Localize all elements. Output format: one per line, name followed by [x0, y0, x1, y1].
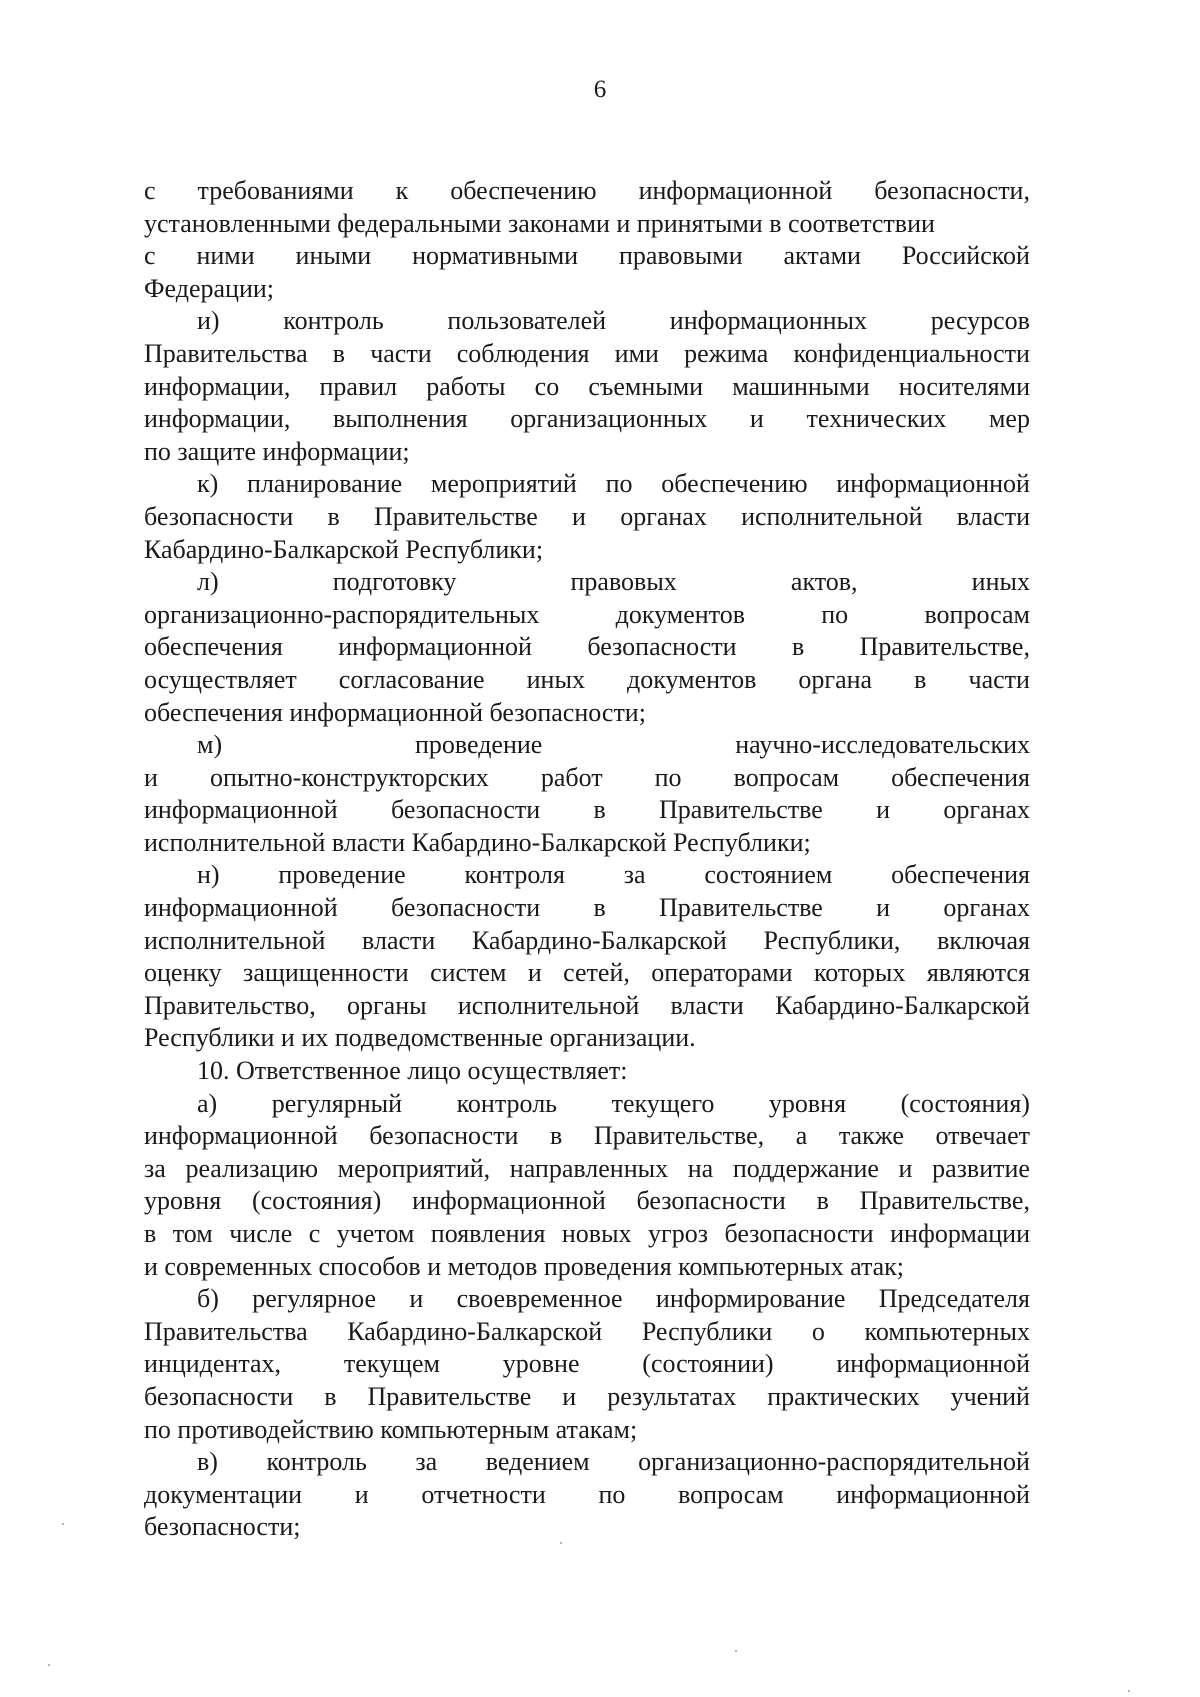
- word: подготовку: [332, 567, 457, 597]
- word: и: [144, 762, 158, 792]
- word: регулярный: [271, 1088, 403, 1118]
- word: том: [172, 1219, 213, 1248]
- word: в: [144, 1219, 157, 1248]
- text-line: [144, 631, 1030, 664]
- word: безопасности: [390, 795, 541, 825]
- word: информационной: [836, 1479, 1030, 1509]
- word: обеспечению: [661, 469, 808, 499]
- word: своевременное: [456, 1284, 623, 1314]
- word: власти: [670, 990, 744, 1020]
- word: со: [534, 371, 560, 401]
- word: обеспечению: [450, 176, 597, 205]
- word: за: [144, 1153, 166, 1183]
- word: безопасности: [724, 1219, 874, 1248]
- word: реализацию: [185, 1153, 319, 1183]
- word: органа: [798, 664, 873, 694]
- word: числе: [229, 1219, 293, 1248]
- word: б): [197, 1284, 219, 1314]
- word: Российской: [901, 241, 1030, 271]
- word: обеспечения: [891, 860, 1030, 890]
- text-line: [144, 468, 1030, 501]
- text-line: [144, 892, 1030, 925]
- word: н): [197, 860, 220, 890]
- word: исполнительной: [144, 925, 326, 955]
- word: в: [914, 664, 927, 694]
- text-line: 10. Ответственное лицо осуществляет:: [197, 1056, 628, 1086]
- text-line: и современных способов и методов проведения компьютерных атак;: [144, 1251, 905, 1281]
- text-line: по противодействию компьютерным атакам;: [144, 1414, 638, 1444]
- word: Председателя: [878, 1284, 1030, 1314]
- word: органах: [620, 501, 707, 531]
- word: режима: [684, 338, 769, 368]
- word: и: [876, 893, 891, 923]
- word: к): [197, 469, 219, 499]
- word: (состояния): [251, 1186, 382, 1216]
- word: нормативными: [412, 241, 579, 271]
- word: также: [838, 1121, 904, 1151]
- word: текущего: [611, 1088, 715, 1118]
- word: направленных: [509, 1153, 669, 1183]
- word: Республики,: [763, 925, 901, 955]
- word: безопасности: [144, 1381, 294, 1411]
- text-line: [144, 338, 1030, 371]
- text-line: [144, 925, 1030, 958]
- word: включая: [937, 925, 1030, 955]
- page-number: 6: [593, 76, 607, 103]
- word: правовых: [570, 567, 677, 597]
- word: органах: [943, 795, 1030, 825]
- word: и: [527, 958, 542, 988]
- word: по: [654, 762, 682, 792]
- text-line: [144, 501, 1030, 534]
- text-line: [144, 729, 1030, 762]
- word: информационной: [836, 1349, 1030, 1379]
- word: информационной: [836, 469, 1030, 499]
- word: носителями: [898, 371, 1030, 401]
- text-line: по защите информации;: [144, 436, 410, 466]
- word: исполнительной: [457, 990, 640, 1020]
- word: Правительства: [144, 1316, 308, 1346]
- word: власти: [956, 501, 1030, 531]
- scan-speck: [62, 1523, 64, 1525]
- word: к: [395, 176, 409, 205]
- text-line: [144, 1120, 1030, 1153]
- word: органах: [943, 893, 1030, 923]
- word: контроль: [266, 1447, 367, 1477]
- text-line: [144, 990, 1030, 1023]
- word: вопросам: [678, 1479, 784, 1509]
- word: безопасности: [369, 1121, 519, 1151]
- word: по: [605, 469, 633, 499]
- word: обеспечения: [891, 762, 1030, 792]
- word: соблюдения: [456, 338, 590, 368]
- text-line: Кабардино-Балкарской Республики;: [144, 534, 544, 564]
- word: конфиденциальности: [793, 338, 1030, 368]
- word: ресурсов: [930, 306, 1030, 336]
- text-line: [144, 1381, 1030, 1414]
- word: выполнения: [333, 404, 468, 434]
- word: в: [593, 893, 606, 923]
- word: с: [144, 241, 156, 271]
- word: иных: [526, 664, 585, 694]
- word: информационной: [144, 893, 338, 923]
- text-line: [144, 1185, 1030, 1218]
- text-line: [144, 1446, 1030, 1479]
- word: по: [821, 599, 849, 629]
- word: систем: [430, 958, 507, 988]
- word: информации: [890, 1219, 1030, 1248]
- word: в: [593, 795, 606, 825]
- word: работ: [540, 762, 603, 792]
- word: обеспечения: [144, 632, 283, 662]
- word: состоянием: [704, 860, 833, 890]
- text-line: [144, 794, 1030, 827]
- word: Кабардино-Балкарской: [347, 1316, 603, 1346]
- word: безопасности: [390, 893, 541, 923]
- word: ведением: [485, 1447, 590, 1477]
- text-line: [144, 1283, 1030, 1316]
- text-line: [144, 664, 1030, 697]
- word: с: [308, 1219, 321, 1248]
- word: за: [415, 1447, 438, 1477]
- word: проведение: [414, 730, 543, 760]
- word: информационных: [669, 306, 868, 336]
- word: появления: [430, 1219, 546, 1248]
- word: защищенности: [243, 958, 409, 988]
- word: документации: [144, 1479, 303, 1509]
- word: исполнительной: [741, 501, 923, 531]
- word: в): [197, 1447, 218, 1477]
- text-line: безопасности;: [144, 1512, 301, 1542]
- word: Правительство,: [144, 990, 316, 1020]
- word: и: [898, 1153, 913, 1183]
- word: м): [197, 730, 223, 760]
- word: текущем: [343, 1349, 441, 1379]
- word: уровня: [144, 1186, 222, 1216]
- word: Правительстве: [659, 893, 823, 923]
- text-line: [144, 957, 1030, 990]
- word: вопросам: [924, 599, 1030, 629]
- word: Правительстве,: [859, 632, 1030, 662]
- text-line: [144, 240, 1030, 273]
- word: научно-исследовательских: [735, 730, 1030, 760]
- text-line: [144, 599, 1030, 632]
- text-line: установленными федеральными законами и принятыми в соответствии: [144, 208, 935, 238]
- scan-speck: [48, 1664, 50, 1666]
- word: части: [968, 664, 1030, 694]
- word: пользователей: [447, 306, 607, 336]
- word: в: [816, 1186, 829, 1216]
- word: в: [791, 632, 805, 662]
- word: о: [811, 1316, 825, 1346]
- word: развитие: [932, 1153, 1030, 1183]
- text-line: [144, 1218, 1030, 1251]
- word: проведение: [278, 860, 406, 890]
- text-line: исполнительной власти Кабардино-Балкарской Республики;: [144, 827, 811, 857]
- word: новых: [561, 1219, 632, 1248]
- text-line: [144, 859, 1030, 892]
- word: вопросам: [733, 762, 840, 792]
- word: безопасности: [587, 632, 737, 662]
- word: контроль: [283, 306, 384, 336]
- word: мер: [988, 404, 1030, 434]
- word: практических: [767, 1381, 920, 1411]
- word: уровне: [502, 1349, 580, 1379]
- text-line: Федерации;: [144, 273, 275, 303]
- word: в: [332, 338, 346, 368]
- word: организационных: [510, 404, 708, 434]
- word: информационной: [638, 176, 833, 205]
- word: опытно-конструкторских: [209, 762, 489, 792]
- word: документов: [615, 599, 745, 629]
- word: информирование: [655, 1284, 846, 1314]
- word: отвечает: [935, 1121, 1030, 1151]
- word: в: [550, 1121, 563, 1151]
- word: актов,: [790, 567, 858, 597]
- word: мероприятий: [430, 469, 577, 499]
- word: Правительстве,: [593, 1121, 765, 1151]
- word: безопасности,: [874, 176, 1030, 205]
- word: и: [572, 501, 586, 531]
- word: согласование: [338, 664, 485, 694]
- text-line: обеспечения информационной безопасности;: [144, 697, 646, 727]
- word: иными: [295, 241, 372, 271]
- word: на: [687, 1153, 714, 1183]
- word: Правительстве: [659, 795, 823, 825]
- word: безопасности: [144, 501, 294, 531]
- word: л): [197, 567, 219, 597]
- text-line: [144, 175, 1030, 208]
- word: ими: [614, 338, 659, 368]
- word: информации,: [144, 404, 291, 434]
- word: (состояния): [900, 1088, 1030, 1118]
- scan-speck: [1128, 1690, 1130, 1692]
- word: компьютерных: [864, 1316, 1030, 1346]
- word: правил: [319, 371, 398, 401]
- text-line: [144, 305, 1030, 338]
- text-line: [144, 1153, 1030, 1186]
- word: информационной: [144, 795, 338, 825]
- text-line: [144, 1316, 1030, 1349]
- text-line: Республики и их подведомственные организации.: [144, 1023, 696, 1053]
- word: а): [197, 1088, 218, 1118]
- word: иных: [971, 567, 1030, 597]
- word: съемными: [588, 371, 704, 401]
- word: власти: [362, 925, 436, 955]
- word: в: [324, 1381, 337, 1411]
- word: результатах: [607, 1381, 737, 1411]
- word: Республики: [641, 1316, 773, 1346]
- word: планирование: [247, 469, 403, 499]
- word: Кабардино-Балкарской: [471, 925, 727, 955]
- word: Правительстве: [367, 1381, 532, 1411]
- word: информации,: [144, 371, 291, 401]
- word: угроз: [648, 1219, 708, 1248]
- word: в: [327, 501, 340, 531]
- text-line: [144, 403, 1030, 436]
- word: контроля: [464, 860, 565, 890]
- word: осуществляет: [144, 664, 297, 694]
- word: за: [623, 860, 646, 890]
- text-line: [144, 566, 1030, 599]
- word: учений: [950, 1381, 1030, 1411]
- word: информационной: [412, 1186, 606, 1216]
- word: и): [197, 306, 220, 336]
- word: документов: [627, 664, 757, 694]
- word: и: [354, 1479, 369, 1509]
- word: безопасности: [636, 1186, 786, 1216]
- text-line: [144, 762, 1030, 795]
- word: и: [409, 1284, 424, 1314]
- word: организационно-распорядительной: [638, 1447, 1030, 1477]
- word: информационной: [338, 632, 532, 662]
- word: с: [144, 176, 156, 205]
- word: и: [749, 404, 764, 434]
- word: поддержание: [732, 1153, 879, 1183]
- word: учетом: [336, 1219, 415, 1248]
- word: и: [562, 1381, 577, 1411]
- word: отчетности: [421, 1479, 546, 1509]
- word: части: [370, 338, 432, 368]
- word: правовыми: [618, 241, 743, 271]
- word: ними: [196, 241, 255, 271]
- word: контроль: [456, 1088, 558, 1118]
- word: и: [876, 795, 891, 825]
- word: а: [795, 1121, 808, 1151]
- word: актами: [783, 241, 861, 271]
- word: организационно-распорядительных: [144, 599, 540, 629]
- word: регулярное: [252, 1284, 376, 1314]
- text-line: [144, 371, 1030, 404]
- word: Правительства: [144, 338, 308, 368]
- word: являются: [926, 958, 1030, 988]
- text-line: [144, 1348, 1030, 1381]
- word: инцидентах,: [144, 1349, 282, 1379]
- word: сетей,: [563, 958, 630, 988]
- word: работы: [426, 371, 506, 401]
- word: информационной: [144, 1121, 338, 1151]
- word: по: [598, 1479, 626, 1509]
- word: Кабардино-Балкарской: [775, 990, 1030, 1020]
- word: операторами: [651, 958, 793, 988]
- scan-speck: [560, 1542, 562, 1544]
- word: оценку: [144, 958, 222, 988]
- word: которых: [813, 958, 906, 988]
- scan-speck: [735, 1650, 737, 1652]
- text-line: [144, 1479, 1030, 1512]
- text-line: [144, 1088, 1030, 1121]
- word: уровня: [768, 1088, 847, 1118]
- document-body: [144, 175, 1030, 1544]
- word: Правительстве: [373, 501, 538, 531]
- word: мероприятий,: [337, 1153, 491, 1183]
- word: требованиями: [197, 176, 354, 205]
- word: технических: [806, 404, 947, 434]
- word: (состоянии): [642, 1349, 774, 1379]
- word: органы: [347, 990, 427, 1020]
- word: Правительстве,: [859, 1186, 1030, 1216]
- word: машинными: [732, 371, 870, 401]
